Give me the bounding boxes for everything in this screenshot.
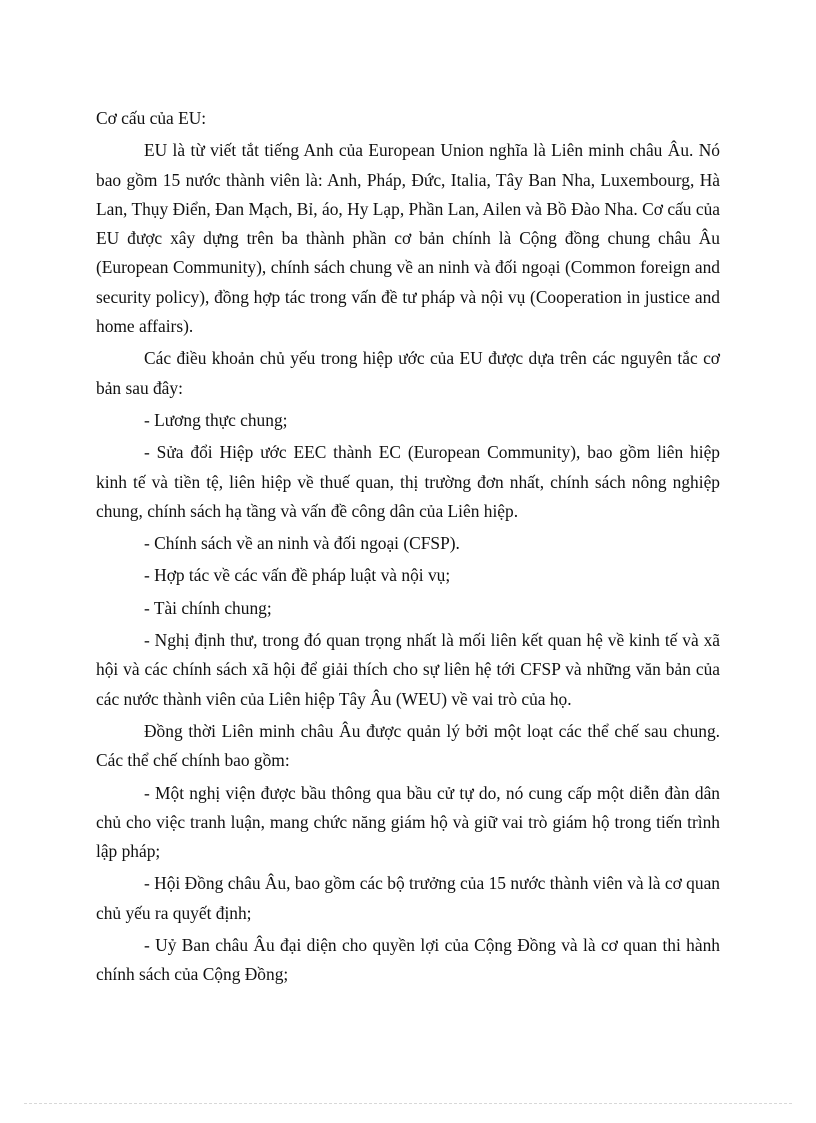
list-item-eec-amendment: - Sửa đổi Hiệp ước EEC thành EC (European Community), bao gồm liên hiệp kinh tế và tiền tệ, liên hiệp về thuế quan, thị trường đơn nhất, chính sách nông nghiệp chung, chính sách hạ tầng và vấn đề công dân của Liên hiệp. xyxy=(96,442,720,521)
paragraph-treaty-principles: Các điều khoản chủ yếu trong hiệp ước của EU được dựa trên các nguyên tắc cơ bản sau đây: xyxy=(96,348,720,398)
list-item-council: - Hội Đồng châu Âu, bao gồm các bộ trưởng của 15 nước thành viên và là cơ quan chủ yếu ra quyết định; xyxy=(96,873,720,923)
document-body xyxy=(96,104,720,993)
section-heading: Cơ cấu của EU: xyxy=(96,108,207,128)
list-item-justice-cooperation: - Hợp tác về các vấn đề pháp luật và nội vụ; xyxy=(144,565,451,586)
list-item-parliament: - Một nghị viện được bầu thông qua bầu cử tự do, nó cung cấp một diễn đàn dân chủ cho việc tranh luận, mang chức năng giám hộ và giữ vai trò giám hộ trong tiến trình lập pháp; xyxy=(96,782,720,862)
list-item-food: - Lương thực chung; xyxy=(144,409,288,430)
list-item-finance: - Tài chính chung; xyxy=(144,597,272,618)
page-bottom-divider xyxy=(24,1103,792,1104)
list-item-cfsp: - Chính sách về an ninh và đối ngoại (CFSP). xyxy=(144,533,460,554)
list-item-commission: - Uỷ Ban châu Âu đại diện cho quyền lợi của Cộng Đồng và là cơ quan thi hành chính sách của Cộng Đồng; xyxy=(96,935,720,985)
paragraph-eu-definition: EU là từ viết tắt tiếng Anh của European Union nghĩa là Liên minh châu Âu. Nó bao gồm 15 nước thành viên là: Anh, Pháp, Đức, Italia, Tây Ban Nha, Luxembourg, Hà Lan, Thụy Điển, Đan Mạch, Bỉ, áo, Hy Lạp, Phần Lan, Ailen và Bồ Đào Nha. Cơ cấu của EU được xây dựng trên ba thành phần cơ bản chính là Cộng đồng chung châu Âu (European Community), chính sách chung về an ninh và đối ngoại (Common foreign and security policy), đồng hợp tác trong vấn đề tư pháp và nội vụ (Cooperation in justice and home affairs). xyxy=(96,140,720,337)
paragraph-institutions: Đồng thời Liên minh châu Âu được quản lý bởi một loạt các thể chế sau chung. Các thể chế chính bao gồm: xyxy=(96,720,720,771)
list-item-protocol: - Nghị định thư, trong đó quan trọng nhất là mối liên kết quan hệ về kinh tế và xã hội và các chính sách xã hội để giải thích cho sự liên hệ tới CFSP và những văn bản của các nước thành viên của Liên hiệp Tây Âu (WEU) về vai trò của họ. xyxy=(96,630,720,709)
